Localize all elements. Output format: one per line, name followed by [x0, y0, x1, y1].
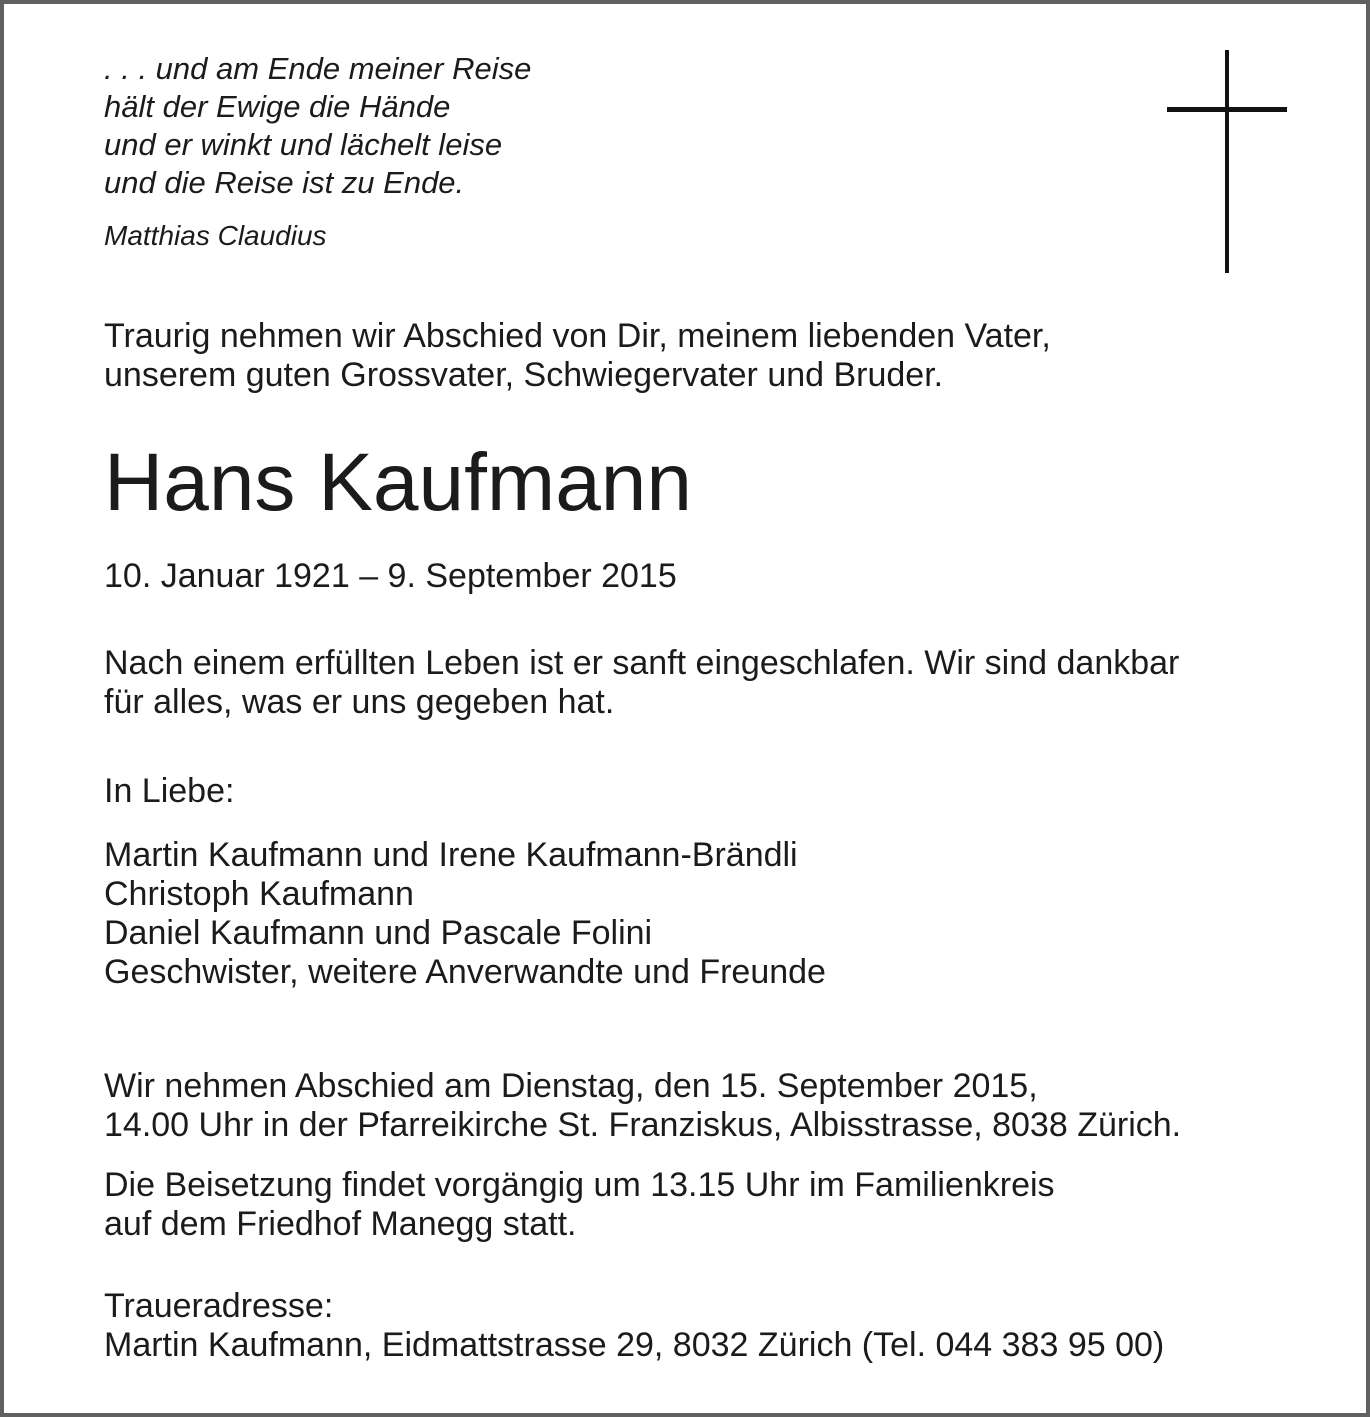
- intro-paragraph: [104, 317, 1051, 395]
- poem-attribution: Matthias Claudius: [104, 220, 327, 251]
- burial-paragraph: [104, 1166, 1055, 1244]
- mourner-name: Daniel Kaufmann und Pascale Folini: [104, 914, 653, 952]
- closing-label: In Liebe:: [104, 772, 235, 810]
- mourner-name: Christoph Kaufmann: [104, 875, 414, 913]
- deceased-name: Hans Kaufmann: [104, 437, 693, 528]
- burial-line: auf dem Friedhof Manegg statt.: [104, 1205, 577, 1243]
- farewell-line: Wir nehmen Abschied am Dienstag, den 15. September 2015,: [104, 1067, 1038, 1105]
- mourner-name: Geschwister, weitere Anverwandte und Freunde: [104, 953, 826, 991]
- intro-line: Traurig nehmen wir Abschied von Dir, meinem liebenden Vater,: [104, 317, 1051, 355]
- poem-line: hält der Ewige die Hände: [104, 89, 451, 124]
- mourning-address-value: Martin Kaufmann, Eidmattstrasse 29, 8032 Zürich (Tel. 044 383 95 00): [104, 1326, 1165, 1364]
- mourning-address: [104, 1287, 1164, 1365]
- eulogy-line: für alles, was er uns gegeben hat.: [104, 683, 615, 721]
- intro-line: unserem guten Grossvater, Schwiegervater und Bruder.: [104, 356, 944, 394]
- poem-line: und die Reise ist zu Ende.: [104, 165, 465, 200]
- cross-vertical-bar: [1225, 50, 1229, 273]
- poem: [104, 50, 531, 202]
- latin-cross-icon: [1167, 50, 1287, 273]
- eulogy-line: Nach einem erfüllten Leben ist er sanft eingeschlafen. Wir sind dankbar: [104, 644, 1180, 682]
- mourner-name: Martin Kaufmann und Irene Kaufmann-Brändli: [104, 836, 798, 874]
- farewell-paragraph: [104, 1067, 1181, 1145]
- mourning-address-label: Traueradresse:: [104, 1287, 334, 1325]
- eulogy-paragraph: [104, 644, 1179, 722]
- farewell-line: 14.00 Uhr in der Pfarreikirche St. Franziskus, Albisstrasse, 8038 Zürich.: [104, 1106, 1182, 1144]
- cross-horizontal-bar: [1167, 107, 1287, 112]
- mourners-list: [104, 836, 826, 992]
- burial-line: Die Beisetzung findet vorgängig um 13.15 Uhr im Familienkreis: [104, 1166, 1055, 1204]
- poem-line: und er winkt und lächelt leise: [104, 127, 503, 162]
- poem-line: . . . und am Ende meiner Reise: [104, 51, 532, 86]
- life-dates: 10. Januar 1921 – 9. September 2015: [104, 557, 677, 595]
